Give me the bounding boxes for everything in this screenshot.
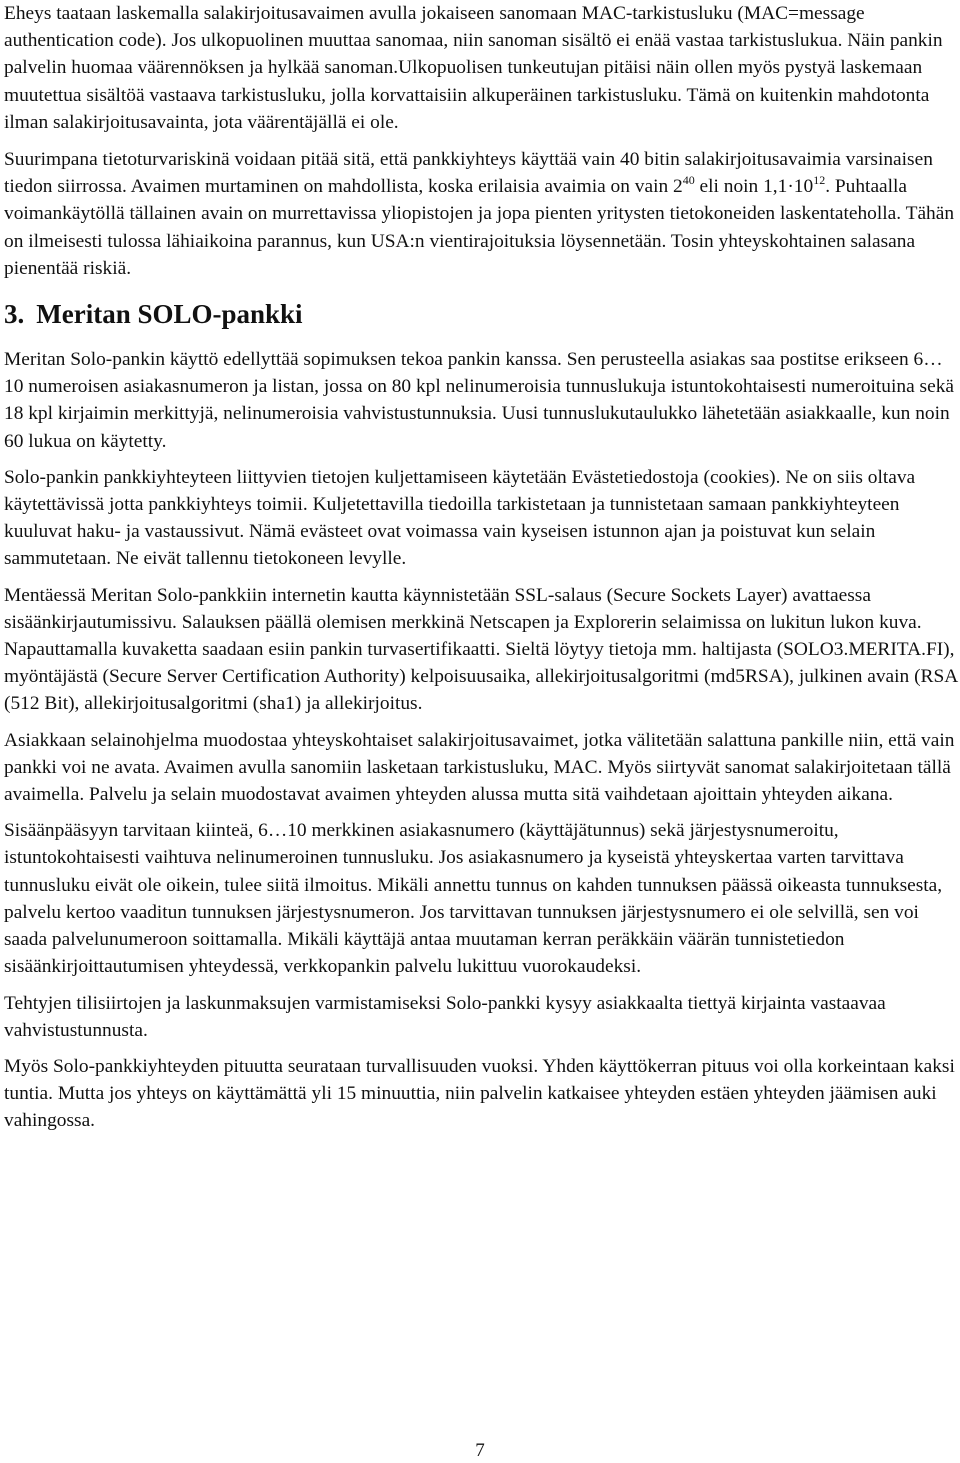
- page-number: 7: [475, 1440, 485, 1461]
- text-segment: Suurimpana tietoturvariskinä voidaan pitää sitä, että pankkiyhteys käyttää vain 40 bitin salakirjoitusavaimia varsinaisen tiedon siirrossa. Avaimen murtaminen on mahdollista, koska erilaisia avaimia on vain 2: [4, 149, 933, 198]
- paragraph-security-risk: [4, 146, 958, 282]
- section-title: Meritan SOLO-pankki: [36, 299, 303, 330]
- paragraph-cookies: Solo-pankin pankkiyhteyteen liittyvien tietojen kuljettamiseen käytetään Evästetiedostoja (cookies). Ne on siis oltava käytettävissä jotta pankkiyhteys toimii. Kuljetettavilla tiedoilla tarkistetaan ja tunnistetaan samaan pankkiyhteyteen kuuluvat haku- ja vastaussivut. Nämä evästeet ovat voimassa vain kyseisen istunnon ajan ja poistuvat kun selain sammutetaan. Ne eivät tallennu tietokoneen levylle.: [4, 466, 916, 570]
- document-page: [4, 0, 958, 1135]
- paragraph-confirmation: Tehtyjen tilisiirtojen ja laskunmaksujen varmistamiseksi Solo-pankki kysyy asiakkaalta tiettyä kirjainta vastaavaa vahvistustunnusta.: [4, 992, 886, 1041]
- paragraph-session-length: Myös Solo-pankkiyhteyden pituutta seurataan turvallisuuden vuoksi. Yhden käyttökerran pituus voi olla korkeintaan kaksi tuntia. Mutta jos yhteys on käyttämättä yli 15 minuuttia, niin palvelin katkaisee yhteyden estäen yhteyden jäämisen auki vahingossa.: [4, 1055, 955, 1132]
- text-segment: eli noin 1,1·10: [694, 176, 814, 198]
- paragraph-mac-integrity: Eheys taataan laskemalla salakirjoitusavaimen avulla jokaiseen sanomaan MAC-tarkistusluku (MAC=message authentication code). Jos ulkopuolinen muuttaa sanomaa, niin sanoman sisältö ei enää vastaa tarkistuslukua. Näin pankin palvelin huomaa väärennöksen ja hylkää sanoman.Ulkopuolisen tunkeutujan pitäisi näin ollen myös pystyä laskemaan muutettua sisältöä vastaava tarkistusluku, jolla korvattaisiin alkuperäinen tarkistusluku. Tämä on kuitenkin mahdotonta ilman salakirjoitusavainta, jota väärentäjällä ei ole.: [4, 3, 943, 133]
- superscript-exponent: 12: [813, 173, 826, 188]
- text-segment: . Puhtaalla voimankäytöllä tällainen avain on murrettavissa yliopistojen ja jopa pienten yritysten tietokoneiden laskentateholla. Tähän on ilmeisesti tulossa lähiaikoina parannus, kun USA:n vientirajoituksia löysennetään. Tosin yhteyskohtainen salasana pienentää riskiä.: [4, 176, 955, 279]
- paragraph-login: Sisäänpääsyyn tarvitaan kiinteä, 6…10 merkkinen asiakasnumero (käyttäjätunnus) sekä järjestysnumeroitu, istuntokohtaisesti vaihtuva nelinumeroinen tunnusluku. Jos asiakasnumero ja kyseistä yhteyskertaa varten tarvittava tunnusluku eivät ole oikein, tulee siitä ilmoitus. Mikäli annettu tunnus on kahden tunnuksen päässä oikeasta tunnuksesta, palvelu kertoo vaaditun tunnuksen järjestysnumeron. Jos tarvittavan tunnuksen järjestysnumero ei ole selvillä, sen voi saada palvelunumeroon soittamalla. Mikäli käyttäjä antaa muutaman kerran peräkkäin väärän tunnistetiedon sisäänkirjoittautumisen yhteydessä, verkkopankin palvelu lukittuu vuorokaudeksi.: [4, 820, 943, 978]
- paragraph-agreement: Meritan Solo-pankin käyttö edellyttää sopimuksen tekoa pankin kanssa. Sen perusteella asiakas saa postitse erikseen 6…10 numeroisen asiakasnumeron ja listan, jossa on 80 kpl nelinumeroisia tunnuslukuja istuntokohtaisesti numeroituina sekä 18 kpl kirjaimin merkittyjä, nelinumeroisia vahvistustunnuksia. Uusi tunnuslukutaulukko lähetetään asiakkaalle, kun noin 60 lukua on käytetty.: [4, 349, 954, 452]
- paragraph-ssl: Mentäessä Meritan Solo-pankkiin internetin kautta käynnistetään SSL-salaus (Secure Sockets Layer) avattaessa sisäänkirjautumissivu. Salauksen päällä olemisen merkkinä Netscapen ja Explorerin selaimissa on lukitun lukon kuva. Napauttamalla kuvaketta saadaan esiin pankin turvasertifikaatti. Sieltä löytyy tietoja mm. haltijasta (SOLO3.MERITA.FI), myöntäjästä (Secure Server Certification Authority) kelpoisuusaika, allekirjoitusalgoritmi (md5RSA), julkinen avain (RSA (512 Bit), allekirjoitusalgoritmi (sha1) ja allekirjoitus.: [4, 584, 958, 715]
- section-number: 3.: [4, 299, 25, 330]
- paragraph-session-keys: Asiakkaan selainohjelma muodostaa yhteyskohtaiset salakirjoitusavaimet, jotka välitetään salattuna pankille niin, että vain pankki voi ne avata. Avaimen avulla sanomiin lasketaan tarkistusluku, MAC. Myös siirtyvät sanomat salakirjoitetaan tällä avaimella. Palvelu ja selain muodostavat avaimen yhteyden alussa mutta sitä vaihdetaan ajoittain yhteyden aikana.: [4, 729, 955, 806]
- superscript-exponent: 40: [682, 173, 695, 188]
- section-heading: [4, 296, 958, 332]
